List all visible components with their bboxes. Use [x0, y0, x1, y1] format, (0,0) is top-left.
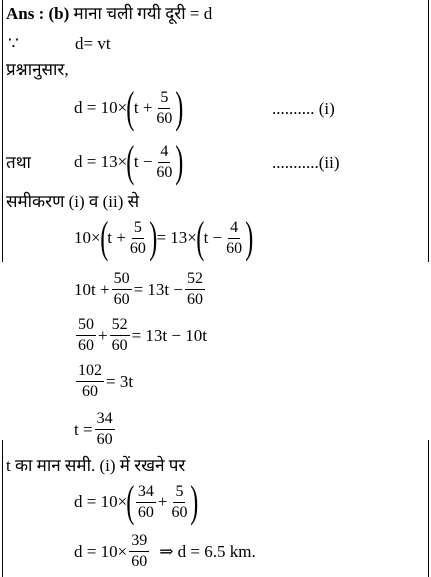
eq4-mid: = 13t −: [133, 279, 183, 299]
eq8-fraction-1: [136, 483, 156, 522]
eq5-denominator-2: 60: [111, 337, 128, 354]
left-border-lower: [2, 440, 3, 577]
eq5-rhs: = 13t − 10t: [131, 325, 207, 345]
eq8-numerator-1: 34: [136, 483, 156, 503]
because-equation: d= vt: [75, 34, 111, 53]
because-line: [8, 34, 19, 54]
answer-label: Ans : (b): [6, 4, 70, 23]
eq3-fraction-1: [128, 219, 148, 258]
equation-3: [74, 213, 254, 262]
equation-1: [74, 83, 184, 132]
eq3-mid: = 13×: [156, 228, 197, 247]
eq4-numerator-1: 50: [112, 270, 132, 290]
eq5-fraction-2: [110, 316, 130, 355]
eq3-fraction-2: [224, 219, 244, 258]
open-paren: (: [126, 83, 135, 132]
eq1-denominator: 60: [156, 109, 173, 127]
equation-2: [74, 137, 184, 186]
eq3-numerator-1: 5: [132, 219, 144, 239]
close-paren: ): [190, 477, 199, 526]
eq1-t: t +: [133, 98, 153, 117]
eq1-numerator: 5: [158, 89, 170, 109]
eq6-fraction: [76, 362, 104, 401]
left-border: [2, 0, 3, 262]
eq8-lhs: d = 10×: [74, 492, 128, 511]
eq8-plus: +: [157, 492, 168, 511]
eq3-t1: t +: [107, 228, 126, 247]
eq8-numerator-2: 5: [173, 483, 185, 503]
eq5-fraction-1: [76, 316, 96, 355]
eq2-tag: ...........(ii): [272, 153, 340, 172]
intro-text: प्रश्नानुसार,: [6, 60, 69, 79]
eq4-fraction-2: [185, 270, 205, 309]
eq9-fraction: [129, 532, 149, 571]
eq5-denominator-1: 60: [78, 337, 94, 354]
open-paren: (: [196, 213, 205, 262]
eq2-prefix: तथा: [6, 153, 31, 172]
eq7-lhs: t =: [74, 419, 93, 439]
eq8-denominator-2: 60: [171, 503, 188, 521]
eq4-a: 10t +: [74, 279, 110, 299]
eq1-lhs: d = 10×: [74, 98, 128, 117]
equation-6: [74, 362, 133, 401]
eq3-t2: t −: [203, 228, 223, 247]
eq7-numerator: 34: [95, 410, 115, 430]
eq8-denominator-1: 60: [137, 503, 154, 521]
close-paren: ): [175, 83, 184, 132]
eq9-result: ⇒ d = 6.5 km.: [159, 541, 256, 561]
eq4-denominator-1: 60: [113, 291, 130, 308]
open-paren: (: [126, 477, 135, 526]
right-border-lower: [428, 440, 429, 577]
eq4-numerator-2: 52: [185, 270, 205, 290]
eq7-fraction: [95, 410, 115, 449]
eq9-denominator: 60: [131, 553, 148, 570]
eq6-rhs: = 3t: [106, 371, 134, 391]
eq3-denominator-1: 60: [129, 239, 146, 257]
eq2-lhs: d = 13×: [74, 152, 128, 171]
eq3-numerator-2: 4: [228, 219, 240, 239]
open-paren: (: [126, 137, 135, 186]
answer-header: [6, 4, 212, 24]
combine-text: समीकरण (i) व (ii) से: [6, 192, 140, 211]
equation-8: [74, 477, 199, 526]
eq3-denominator-2: 60: [226, 239, 243, 257]
eq2-t: t −: [133, 152, 153, 171]
eq5-numerator-2: 52: [110, 316, 130, 336]
eq5-plus: +: [98, 325, 108, 345]
eq4-denominator-2: 60: [186, 291, 203, 308]
eq2-denominator: 60: [156, 163, 173, 181]
eq2-numerator: 4: [158, 143, 170, 163]
eq1-fraction: [154, 89, 174, 128]
open-paren: (: [99, 213, 108, 262]
close-paren: ): [149, 213, 158, 262]
eq6-denominator: 60: [82, 383, 98, 400]
eq4-fraction-1: [112, 270, 132, 309]
eq1-tag: .......... (i): [272, 99, 335, 118]
eq2-fraction: [154, 143, 174, 182]
close-paren: ): [245, 213, 254, 262]
equation-9: [74, 532, 256, 571]
substitute-text: t का मान समी. (i) में रखने पर: [6, 456, 186, 475]
eq8-fraction-2: [169, 483, 189, 522]
answer-statement: माना चली गयी दूरी = d: [73, 4, 213, 23]
eq5-numerator-1: 50: [76, 316, 96, 336]
close-paren: ): [175, 137, 184, 186]
equation-5: [74, 316, 207, 355]
eq9-numerator: 39: [129, 532, 149, 552]
eq7-denominator: 60: [96, 431, 113, 448]
because-symbol: ∵: [8, 34, 19, 53]
equation-7: [74, 410, 117, 449]
eq3-a: 10×: [74, 228, 101, 247]
right-border: [428, 0, 429, 262]
eq9-lhs: d = 10×: [74, 541, 128, 561]
equation-4: [74, 270, 207, 309]
eq6-numerator: 102: [76, 362, 104, 382]
